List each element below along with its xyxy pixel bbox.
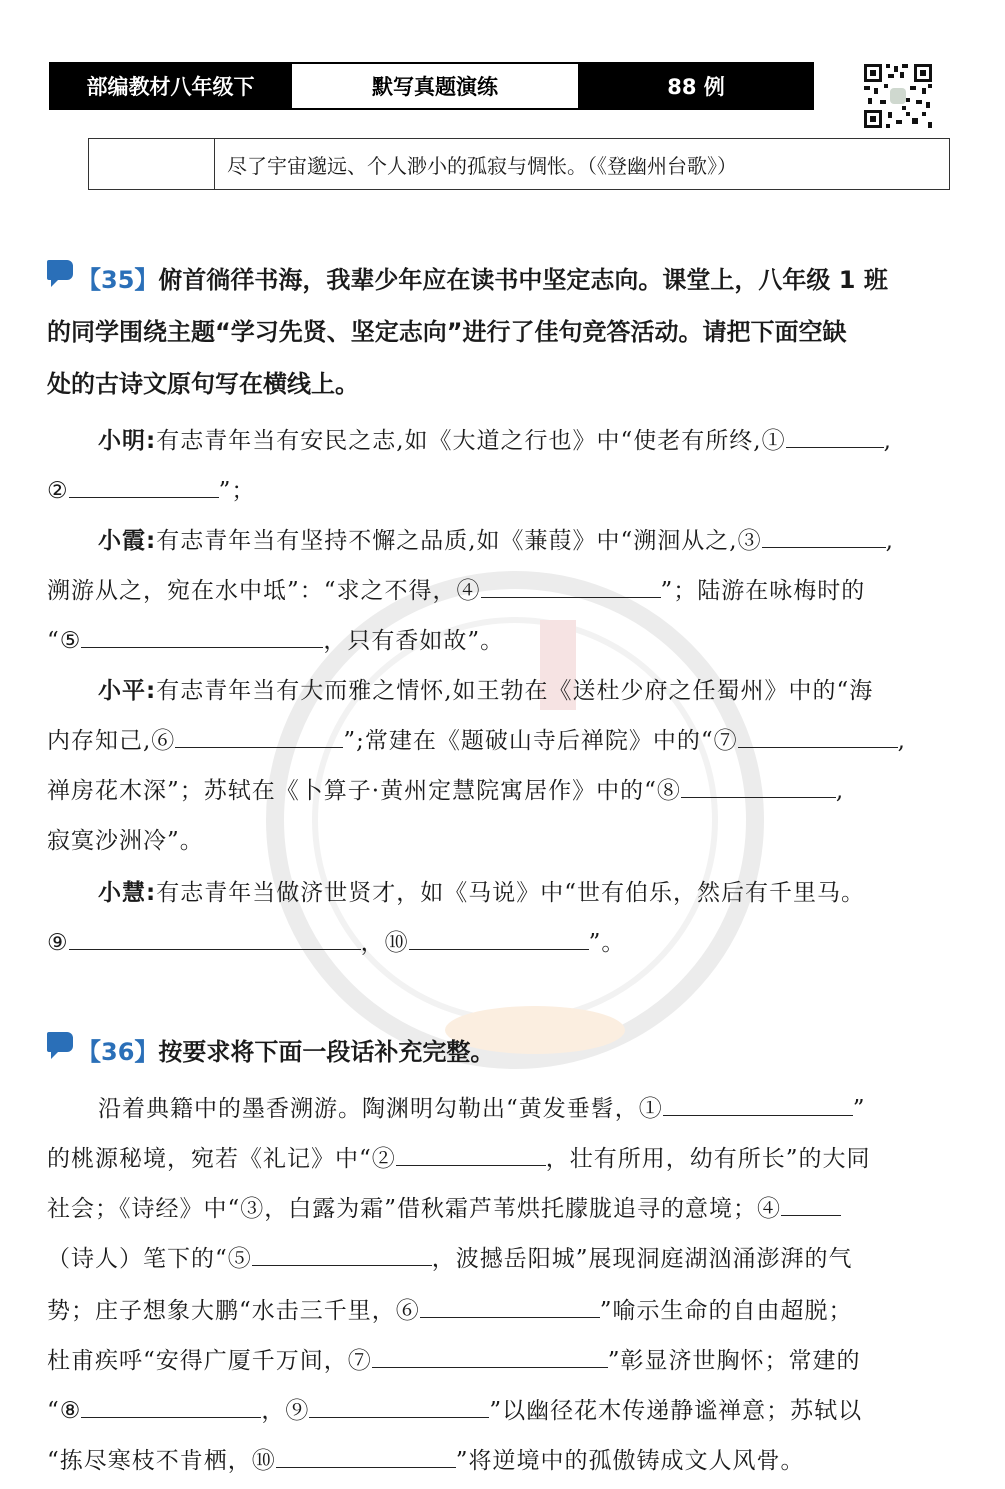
- q35-prompt-line: [47, 358, 359, 410]
- q36-line-2: [47, 1140, 871, 1173]
- q36-blank-8[interactable]: [81, 1395, 261, 1418]
- header-title: 默写真题演练: [290, 64, 580, 108]
- xiaoping-line-3: [47, 772, 844, 805]
- blank-7[interactable]: [738, 725, 898, 748]
- prev-answer-row: [88, 138, 950, 190]
- q36-line-4: [47, 1240, 853, 1273]
- line-text: ，壮有所用，幼有所长”的大同: [545, 1146, 871, 1172]
- xiaoming-line-2: [47, 472, 255, 505]
- punct: ”。: [588, 930, 626, 956]
- bookmark-flag-icon: [47, 260, 73, 280]
- q36-prompt: 按要求将下面一段话补充完整。: [158, 1038, 495, 1066]
- q36-line-5: [47, 1292, 853, 1325]
- speaker-label: 小平:: [98, 678, 157, 704]
- line-text: ”喻示生命的自由超脱；: [599, 1298, 853, 1324]
- line-text: 沿着典籍中的墨香溯游。陶渊明勾勒出“黄发垂髫，①: [98, 1096, 663, 1122]
- xiaohui-line-2: [47, 924, 625, 957]
- bookmark-flag-icon: [47, 1032, 73, 1052]
- xiaoming-line-1: [98, 422, 892, 455]
- header-grade: 部编教材八年级下: [51, 64, 290, 108]
- line-text: ，只有香如故”。: [323, 628, 505, 654]
- blank-marker: “⑧: [47, 1398, 82, 1424]
- q36-blank-6[interactable]: [420, 1295, 600, 1318]
- qr-code-icon: [862, 62, 934, 130]
- line-text: 有志青年当做济世贤才，如《马说》中“世有伯乐，然后有千里马。: [156, 880, 865, 906]
- blank-marker: “⑤: [47, 628, 82, 654]
- xiaoxia-line-1: [98, 522, 894, 555]
- blank-3[interactable]: [762, 525, 886, 548]
- line-text: 内存知己,⑥: [47, 728, 176, 754]
- q35-heading: [47, 254, 888, 306]
- xiaoping-line-1: [98, 672, 873, 705]
- q36-line-3: [47, 1190, 841, 1223]
- q36-number: 【36】: [77, 1038, 159, 1066]
- q36-blank-1[interactable]: [663, 1093, 853, 1116]
- xiaoping-line-2: [47, 722, 906, 755]
- xiaohui-line-1: [98, 874, 865, 907]
- speaker-label: 小明:: [98, 428, 157, 454]
- blank-5[interactable]: [81, 625, 323, 648]
- blank-marker: ⑨: [47, 930, 69, 956]
- line-text: ”将逆境中的孤傲铸成文人风骨。: [455, 1448, 805, 1474]
- line-text: 有志青年当有大而雅之情怀,如王勃在《送杜少府之任蜀州》中的“海: [156, 678, 874, 704]
- q35-prompt-line: [47, 306, 847, 358]
- q36-blank-4[interactable]: [781, 1193, 841, 1216]
- line-text: 禅房花木深”；苏轼在《卜算子·黄州定慧院寓居作》中的“⑧: [47, 778, 681, 804]
- header-bar: [49, 62, 814, 110]
- q36-line-7: [47, 1392, 862, 1425]
- line-text: 势；庄子想象大鹏“水击三千里，⑥: [47, 1298, 420, 1324]
- blank-marker: ②: [47, 478, 69, 504]
- xiaoxia-line-2: [47, 572, 865, 605]
- q36-blank-5[interactable]: [252, 1243, 432, 1266]
- blank-10[interactable]: [409, 927, 589, 950]
- blank-marker: ，⑨: [261, 1398, 310, 1424]
- line-text: ”;常建在《题破山寺后禅院》中的“⑦: [343, 728, 738, 754]
- xiaoxia-line-3: [47, 622, 504, 655]
- punct: ,: [885, 528, 894, 554]
- line-text: 杜甫疾呼“安得广厦千万间，⑦: [47, 1348, 372, 1374]
- line-text: “拣尽寒枝不肯栖，⑩: [47, 1448, 276, 1474]
- punct: ,: [897, 728, 906, 754]
- line-text: ”彰显济世胸怀；常建的: [607, 1348, 861, 1374]
- line-text: ，波撼岳阳城”展现洞庭湖汹涌澎湃的气: [431, 1246, 853, 1272]
- blank-2[interactable]: [69, 475, 219, 498]
- prev-row-text: 尽了宇宙邈远、个人渺小的孤寂与惆怅。（《登幽州台歌》）: [227, 153, 737, 178]
- line-text: 社会；《诗经》中“③，白露为霜”借秋霜芦苇烘托朦胧追寻的意境；④: [47, 1196, 782, 1222]
- q36-line-6: [47, 1342, 861, 1375]
- blank-marker: ，⑩: [360, 930, 409, 956]
- line-text: 寂寞沙洲冷”。: [47, 828, 204, 854]
- speaker-label: 小慧:: [98, 880, 157, 906]
- q36-blank-9[interactable]: [309, 1395, 489, 1418]
- blank-9[interactable]: [69, 927, 361, 950]
- punct: ”；: [218, 478, 256, 504]
- line-text: （诗人）笔下的“⑤: [47, 1246, 252, 1272]
- q35-prompt-text: 处的古诗文原句写在横线上。: [47, 370, 359, 398]
- q36-line-1: [98, 1090, 866, 1123]
- q36-line-8: [47, 1442, 805, 1475]
- line-text: 的桃源秘境，宛若《礼记》中“②: [47, 1146, 396, 1172]
- punct: ,: [883, 428, 892, 454]
- prev-row-label-cell: [89, 139, 215, 189]
- punct: ,: [835, 778, 845, 804]
- punct: ”: [852, 1096, 866, 1122]
- q35-prompt-line: 俯首徜徉书海，我辈少年应在读书中坚定志向。课堂上，八年级 1 班: [158, 266, 888, 294]
- q36-blank-10[interactable]: [276, 1445, 456, 1468]
- line-text: 有志青年当有安民之志,如《大道之行也》中“使老有所终,①: [156, 428, 786, 454]
- header-count: 88 例: [580, 64, 812, 108]
- blank-1[interactable]: [786, 425, 884, 448]
- line-text: ”以幽径花木传递静谧禅意；苏轼以: [489, 1398, 863, 1424]
- xiaoping-line-4: [47, 822, 204, 855]
- speaker-label: 小霞:: [98, 528, 157, 554]
- q35-prompt-text: 的同学围绕主题“学习先贤、坚定志向”进行了佳句竞答活动。请把下面空缺: [47, 318, 847, 346]
- line-text: 溯游从之，宛在水中坻”：“求之不得，④: [47, 578, 481, 604]
- line-text: 有志青年当有坚持不懈之品质,如《蒹葭》中“溯洄从之,③: [156, 528, 762, 554]
- blank-4[interactable]: [481, 575, 661, 598]
- q35-number: 【35】: [77, 266, 159, 294]
- q36-heading: [47, 1026, 494, 1078]
- q36-blank-7[interactable]: [372, 1345, 608, 1368]
- line-text: ”；陆游在咏梅时的: [660, 578, 866, 604]
- blank-6[interactable]: [175, 725, 343, 748]
- q36-blank-2[interactable]: [396, 1143, 546, 1166]
- blank-8[interactable]: [681, 775, 836, 798]
